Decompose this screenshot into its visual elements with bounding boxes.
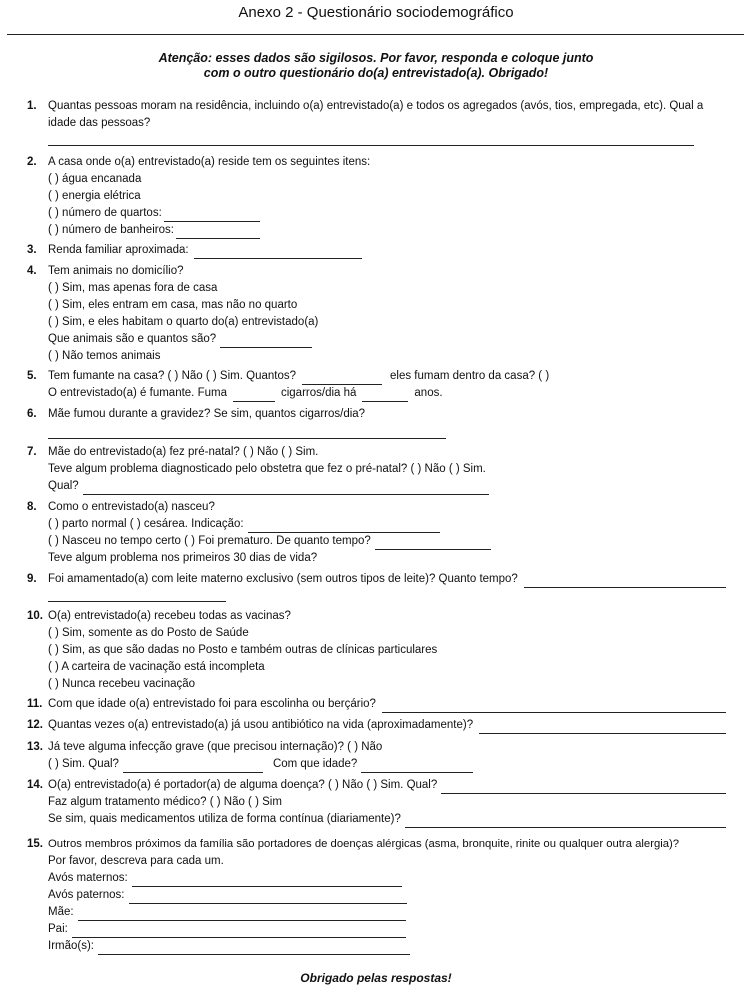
question-number: 1. — [27, 100, 37, 112]
answer-line[interactable] — [375, 537, 491, 550]
answer-line[interactable] — [123, 760, 263, 773]
question-text-cont: cigarros/dia há — [280, 387, 357, 399]
answer-line[interactable] — [164, 209, 260, 222]
question-number: 10. — [27, 610, 43, 622]
question-number: 8. — [27, 501, 37, 513]
attention-line-2: com o outro questionário do(a) entrevistado(a). Obrigado! — [203, 66, 549, 80]
question-text: Tem animais no domicílio? — [48, 265, 184, 277]
option-checkbox[interactable]: ( ) Sim, eles entram em casa, mas não no quarto — [48, 299, 298, 311]
answer-line[interactable] — [83, 482, 489, 495]
answer-line[interactable] — [48, 426, 446, 439]
question-number: 9. — [27, 573, 37, 585]
question-text: Se sim, quais medicamentos utiliza de forma contínua (diariamente)? — [48, 813, 401, 825]
answer-line[interactable] — [129, 891, 407, 904]
option-checkbox[interactable]: ( ) Sim, as que são dadas no Posto e também outras de clínicas particulares — [48, 644, 438, 656]
question-text-cont: eles fumam dentro da casa? ( ) — [390, 370, 550, 382]
question-text: O entrevistado(a) é fumante. Fuma — [48, 387, 227, 399]
question-text: Foi amamentado(a) com leite materno exclusivo (sem outros tipos de leite)? Quanto tempo? — [48, 573, 518, 585]
answer-line[interactable] — [302, 372, 382, 385]
answer-line[interactable] — [72, 925, 406, 938]
title-divider — [7, 34, 744, 35]
question-number: 14. — [27, 779, 43, 791]
question-number: 15. — [27, 838, 43, 850]
question-text-cont: anos. — [414, 387, 443, 399]
question-number: 11. — [27, 698, 43, 710]
question-number: 3. — [27, 244, 37, 256]
answer-line[interactable] — [382, 700, 726, 713]
answer-line[interactable] — [194, 246, 362, 259]
option-checkbox[interactable]: ( ) Sim, somente as do Posto de Saúde — [48, 627, 249, 639]
option-checkbox[interactable]: ( ) água encanada — [48, 173, 142, 185]
question-number: 2. — [27, 156, 37, 168]
answer-line[interactable] — [176, 226, 260, 239]
attention-line-1: Atenção: esses dados são sigilosos. Por favor, responda e coloque junto — [158, 51, 594, 65]
question-number: 5. — [27, 370, 37, 382]
option-checkbox[interactable]: ( ) Não temos animais — [48, 350, 161, 362]
option-checkbox[interactable]: ( ) Sim. Qual? — [48, 758, 119, 770]
question-text: Mãe fumou durante a gravidez? Se sim, quantos cigarros/dia? — [48, 408, 366, 420]
question-number: 12. — [27, 719, 43, 731]
answer-line[interactable] — [220, 335, 312, 348]
answer-line[interactable] — [248, 520, 440, 533]
question-text: Qual? — [48, 480, 79, 492]
question-number: 13. — [27, 741, 43, 753]
question-text: O(a) entrevistado(a) é portador(a) de alguma doença? ( ) Não ( ) Sim. Qual? — [48, 779, 438, 791]
question-text: Tem fumante na casa? ( ) Não ( ) Sim. Quantos? — [48, 370, 296, 382]
answer-line[interactable] — [48, 133, 694, 146]
relative-label: Mãe: — [48, 906, 74, 918]
option-checkbox[interactable]: ( ) A carteira de vacinação está incompleta — [48, 661, 265, 673]
question-text: Com que idade o(a) entrevistado foi para escolinha ou berçário? — [48, 698, 376, 710]
answer-line[interactable] — [441, 781, 726, 794]
question-text: Outros membros próximos da família são portadores de doenças alérgicas (asma, bronquite, rinite ou qualquer outra alergia)? — [48, 838, 680, 850]
question-text: A casa onde o(a) entrevistado(a) reside tem os seguintes itens: — [48, 156, 371, 168]
closing-thanks: Obrigado pelas respostas! — [300, 971, 452, 985]
question-text-cont: Com que idade? — [272, 758, 358, 770]
answer-line[interactable] — [48, 589, 226, 602]
question-text: Teve algum problema diagnosticado pelo obstetra que fez o pré-natal? ( ) Não ( ) Sim. — [48, 463, 486, 475]
option-checkbox[interactable]: ( ) número de banheiros: — [48, 224, 174, 236]
answer-line[interactable] — [132, 874, 402, 887]
answer-line[interactable] — [98, 942, 410, 955]
answer-line[interactable] — [479, 721, 726, 734]
page-title: Anexo 2 - Questionário sociodemográfico — [238, 4, 514, 21]
question-text: Já teve alguma infecção grave (que precisou internação)? ( ) Não — [48, 741, 383, 753]
option-label: Que animais são e quantos são? — [48, 333, 217, 345]
question-number: 4. — [27, 265, 37, 277]
relative-label: Avós paternos: — [48, 889, 125, 901]
question-text: Faz algum tratamento médico? ( ) Não ( ) Sim — [48, 796, 282, 808]
answer-line[interactable] — [361, 760, 473, 773]
question-number: 6. — [27, 408, 37, 420]
option-checkbox[interactable]: ( ) Nunca recebeu vacinação — [48, 678, 196, 690]
answer-line[interactable] — [405, 815, 726, 828]
option-checkbox[interactable]: ( ) Sim, mas apenas fora de casa — [48, 282, 218, 294]
question-text: O(a) entrevistado(a) recebeu todas as vacinas? — [48, 610, 291, 622]
answer-line[interactable] — [233, 389, 275, 402]
relative-label: Irmão(s): — [48, 940, 94, 952]
question-text: Quantas pessoas moram na residência, incluindo o(a) entrevistado(a) e todos os agregados (avós, tios, empregada, etc). Qual a idade das pessoas? — [48, 100, 704, 129]
answer-line[interactable] — [362, 389, 408, 402]
answer-line[interactable] — [524, 575, 726, 588]
relative-label: Avós maternos: — [48, 872, 128, 884]
question-text: Quantas vezes o(a) entrevistado(a) já usou antibiótico na vida (aproximadamente)? — [48, 719, 474, 731]
answer-line[interactable] — [78, 908, 406, 921]
question-text: Como o entrevistado(a) nasceu? — [48, 501, 215, 513]
question-number: 7. — [27, 446, 37, 458]
question-text: Mãe do entrevistado(a) fez pré-natal? ( ) Não ( ) Sim. — [48, 446, 319, 458]
relative-label: Pai: — [48, 923, 68, 935]
option-checkbox[interactable]: ( ) número de quartos: — [48, 207, 162, 219]
question-text: Renda familiar aproximada: — [48, 244, 189, 256]
option-checkbox[interactable]: ( ) energia elétrica — [48, 190, 141, 202]
option-checkbox[interactable]: ( ) Sim, e eles habitam o quarto do(a) entrevistado(a) — [48, 316, 319, 328]
option-checkbox[interactable]: ( ) Nasceu no tempo certo ( ) Foi prematuro. De quanto tempo? — [48, 535, 371, 547]
question-text: Teve algum problema nos primeiros 30 dias de vida? — [48, 552, 318, 564]
option-checkbox[interactable]: ( ) parto normal ( ) cesárea. Indicação: — [48, 518, 244, 530]
question-text: Por favor, descreva para cada um. — [48, 855, 224, 867]
